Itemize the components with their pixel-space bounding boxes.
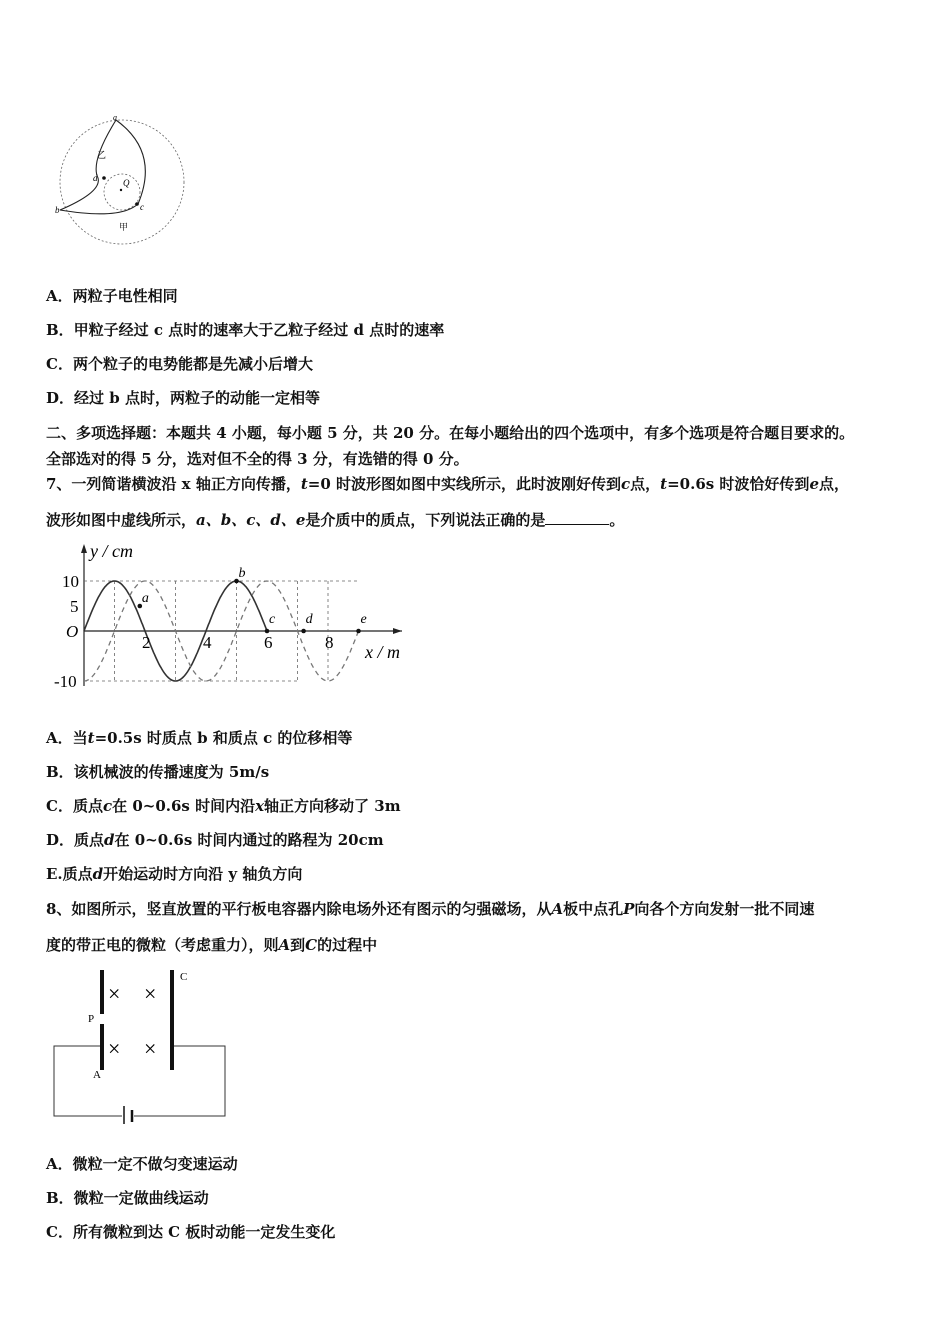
q6-option-d: D．经过 b 点时，两粒子的动能一定相等 [46,389,320,407]
q7-option-d: D．质点d在 0~0.6s 时间内通过的路程为 20cm [46,831,384,849]
label-A: A [93,1069,101,1081]
label-C: C [180,971,188,983]
q7-option-b: B．该机械波的传播速度为 5m/s [46,763,270,781]
y-tick-label: 5 [70,597,79,616]
trajectory-jia [60,120,145,214]
inner-circle [104,174,140,210]
x-axis-label: x / m [365,642,400,662]
label-d: d [93,173,98,183]
point-c [135,202,139,206]
x-axis-arrow [393,628,402,634]
plate-A-upper [100,970,104,1014]
label-a: a [141,591,149,606]
y-axis-arrow [81,544,87,553]
magnetic-field-cross: × [108,1036,121,1061]
point-e [356,629,361,634]
y-axis-label: y / cm [90,541,133,561]
magnetic-field-cross: × [144,1036,157,1061]
y-tick-label: -10 [54,672,77,691]
q6-option-a: A．两粒子电性相同 [46,287,178,305]
answer-blank [545,510,609,525]
q7-option-c: C．质点c在 0~0.6s 时间内沿x轴正方向移动了 3m [46,797,401,815]
plate-C [170,970,174,1070]
label-c: c [140,202,144,212]
plate-A-lower [100,1024,104,1070]
x-tick-label: 2 [142,633,151,652]
point-Q [120,189,122,191]
label-yi: 乙 [97,150,107,160]
label-c: c [269,612,276,627]
trajectory-yi [60,120,116,210]
q8-option-a: A．微粒一定不做匀变速运动 [46,1155,238,1173]
q6-option-b: B．甲粒子经过 c 点时的速率大于乙粒子经过 d 点时的速率 [46,321,445,339]
label-a: a [113,113,117,122]
x-tick-label: 4 [203,633,212,652]
label-e: e [360,612,367,627]
label-jia: 甲 [119,222,129,232]
q8-stem-line2: 度的带正电的微粒（考虑重力），则A到C的过程中 [46,936,378,954]
q7-stem-line1: 7、一列简谐横波沿 x 轴正方向传播，t=0 时波形图如图中实线所示，此时波刚好传到c点，t=0.6s 时波恰好传到e点， [46,475,849,493]
q8-option-c: C．所有微粒到达 C 板时动能一定发生变化 [46,1223,336,1241]
q7-option-a: A．当t=0.5s 时质点 b 和质点 c 的位移相等 [46,729,353,747]
point-d [102,176,106,180]
q7-option-e: E.质点d开始运动时方向沿 y 轴负方向 [46,865,303,883]
origin-label: O [66,622,79,641]
label-d: d [305,612,313,627]
q8-option-b: B．微粒一定做曲线运动 [46,1189,209,1207]
section2-line2: 全部选对的得 5 分，选对但不全的得 3 分，有选错的得 0 分。 [46,450,469,468]
circle-trajectory-figure [50,112,190,250]
magnetic-field-cross: × [144,981,157,1006]
q6-option-c: C．两个粒子的电势能都是先减小后增大 [46,355,313,373]
label-P: P [88,1013,95,1025]
x-tick-label: 8 [325,633,334,652]
label-b: b [238,566,246,581]
label-Q: Q [123,178,130,188]
x-tick-label: 6 [264,633,273,652]
y-tick-label: 10 [62,572,79,591]
point-d [301,629,306,634]
wave-chart [40,538,420,698]
q8-stem-line1: 8、如图所示，竖直放置的平行板电容器内除电场外还有图示的匀强磁场，从A板中点孔P向各个方向发射一批不同速 [46,900,815,918]
label-b: b [55,205,60,215]
q7-stem-line2: 波形如图中虚线所示，a、b、c、d、e是介质中的质点，下列说法正确的是 。 [46,511,625,529]
magnetic-field-cross: × [108,981,121,1006]
capacitor-circuit-figure [50,966,235,1124]
section2-line1: 二、多项选择题：本题共 4 小题，每小题 5 分，共 20 分。在每小题给出的四个选项中，有多个选项是符合题目要求的。 [46,424,855,442]
